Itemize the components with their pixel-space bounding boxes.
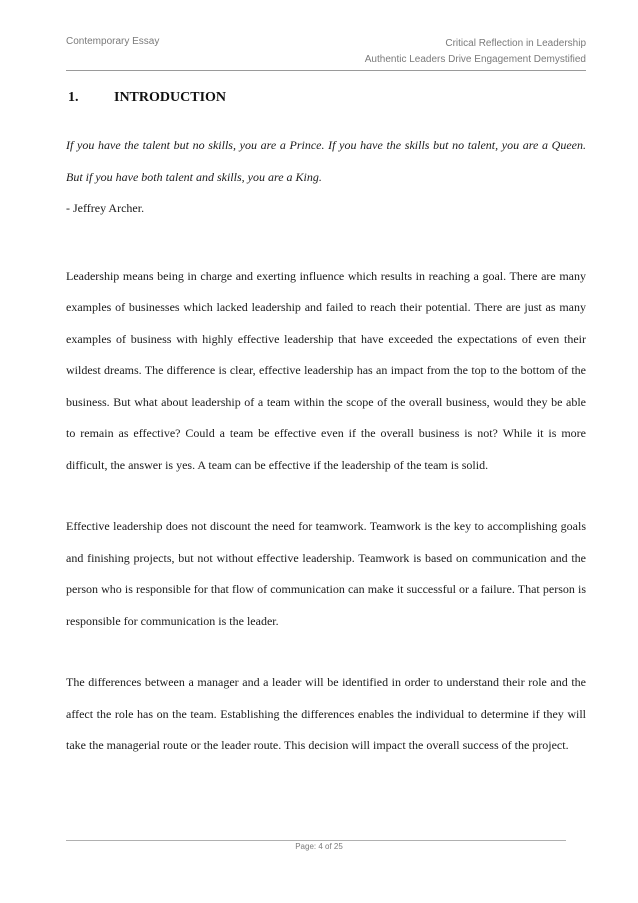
footer-divider [66, 840, 566, 841]
header-title: Contemporary Essay [66, 36, 160, 47]
section-heading [68, 90, 226, 106]
section-title: INTRODUCTION [114, 90, 227, 105]
section-number: 1. [68, 90, 79, 105]
epigraph-quote: If you have the talent but no skills, you are a Prince. If you have the skills but no talent, you are a Queen. But if you have both talent and skills, you are a King. [66, 138, 586, 184]
header-subtitle [365, 36, 586, 68]
paragraph-1: Leadership means being in charge and exerting influence which results in reaching a goal. There are many examples of businesses which lacked leadership and failed to reach their potential. There are just as many examples of business with highly effective leadership that have exceeded the expectations of even their wildest dreams. The difference is clear, effective leadership has an impact from the top to the bottom of the business. But what about leadership of a team within the scope of the overall business, would they be able to remain as effective? Could a team be effective even if the overall business is not? While it is more difficult, the answer is yes. A team can be effective if the leadership of the team is solid. [66, 268, 586, 472]
body-text [66, 130, 586, 762]
epigraph-attribution: - Jeffrey Archer. [66, 201, 145, 215]
paragraph-3: The differences between a manager and a leader will be identified in order to understand their role and the affect the role has on the team. Establishing the differences enables the individual to determine if they will take the managerial route or the leader route. This decision will impact the overall success of the project. [66, 675, 586, 752]
header-divider [66, 70, 586, 71]
paragraph-2: Effective leadership does not discount the need for teamwork. Teamwork is the key to accomplishing goals and finishing projects, but not without effective leadership. Teamwork is based on communication and the person who is responsible for that flow of communication can make it successful or a failure. That person is responsible for communication is the leader. [66, 519, 586, 628]
header-subtitle-line1: Critical Reflection in Leadership [445, 38, 586, 49]
header-subtitle-line2: Authentic Leaders Drive Engagement Demystified [364, 54, 586, 65]
page-number: Page: 4 of 25 [295, 842, 343, 851]
